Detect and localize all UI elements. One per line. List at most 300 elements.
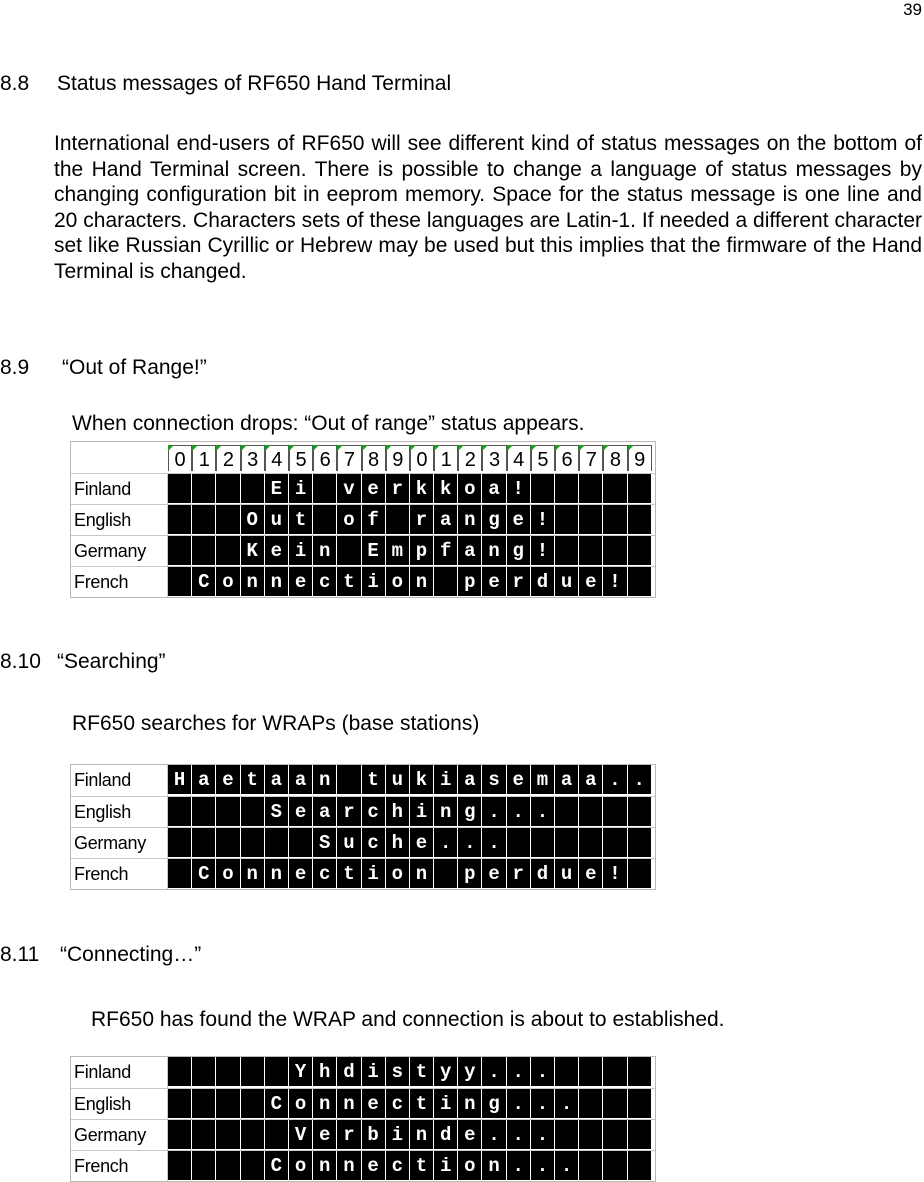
char-cell: v [337,474,361,503]
char-cell: H [168,765,192,794]
section-number: 8.9 [0,356,30,379]
char-cell: a [458,536,482,565]
column-index: 1 [192,445,216,471]
char-cell [192,1057,216,1086]
language-label: Finland [71,1057,168,1088]
char-cell: d [337,1057,361,1086]
char-cell: g [507,536,531,565]
char-cell: o [289,1089,313,1118]
char-cell [603,828,627,857]
char-cell: e [289,859,313,888]
char-cell: ! [531,536,555,565]
char-cell [168,1089,192,1118]
char-cell: r [410,505,434,534]
char-cell [216,1120,240,1149]
char-cell: h [386,828,410,857]
char-cell: n [410,567,434,596]
char-cell: t [337,567,361,596]
char-cell [628,1089,652,1118]
language-label: Germany [71,828,168,858]
char-cell: e [289,797,313,826]
char-cell: e [410,828,434,857]
char-cell: ! [603,567,627,596]
char-cell: C [265,1151,289,1180]
char-cell: e [265,536,289,565]
char-cell: . [507,1089,531,1118]
char-cell: t [289,505,313,534]
char-cell [168,1057,192,1086]
char-cell: n [482,536,506,565]
char-cell: n [265,859,289,888]
char-cell [579,1151,603,1180]
char-cell: . [603,765,627,794]
char-cell: a [192,765,216,794]
char-cell [628,536,652,565]
char-cell: n [313,1089,337,1118]
char-cell: d [531,859,555,888]
char-cell [192,828,216,857]
char-cell [313,474,337,503]
status-message [168,1151,652,1181]
connecting-table [70,1056,656,1182]
char-cell: y [434,1057,458,1086]
char-cell [192,474,216,503]
char-cell: e [579,859,603,888]
char-cell: e [362,1089,386,1118]
char-cell [603,505,627,534]
char-cell [628,1151,652,1180]
status-message [168,859,652,889]
char-cell [192,536,216,565]
char-cell: S [313,828,337,857]
language-label: French [71,567,168,597]
char-cell: e [362,474,386,503]
status-message [168,474,652,504]
status-message [168,797,652,827]
char-cell: i [289,536,313,565]
char-cell [555,1120,579,1149]
char-cell: k [434,474,458,503]
char-cell [241,474,265,503]
char-cell: g [458,797,482,826]
status-message [168,567,652,597]
char-cell: . [531,1120,555,1149]
column-index: 5 [289,445,313,471]
char-cell: n [337,1151,361,1180]
language-row [71,566,655,597]
char-cell: p [410,536,434,565]
char-cell [289,828,313,857]
char-cell [628,1120,652,1149]
column-index: 8 [362,445,386,471]
char-cell [216,474,240,503]
char-cell: Y [289,1057,313,1086]
section-title: “Connecting…” [60,943,202,966]
char-cell [241,1120,265,1149]
section-8-10-heading [0,650,166,674]
char-cell [555,505,579,534]
language-row [71,473,655,504]
char-cell [579,797,603,826]
char-cell: u [555,859,579,888]
char-cell [216,505,240,534]
char-cell [265,1057,289,1086]
char-cell [168,505,192,534]
language-row [71,765,655,796]
language-row [71,827,655,858]
char-cell: t [410,1057,434,1086]
char-cell: E [362,536,386,565]
char-cell: o [458,1151,482,1180]
char-cell: u [386,765,410,794]
char-cell: n [313,765,337,794]
column-index: 3 [482,445,506,471]
char-cell: . [531,1089,555,1118]
char-cell: i [362,567,386,596]
char-cell [579,474,603,503]
char-cell: . [531,1151,555,1180]
char-cell: u [337,828,361,857]
char-cell: n [458,1089,482,1118]
char-cell: S [265,797,289,826]
char-cell: n [337,1089,361,1118]
char-cell: m [531,765,555,794]
char-cell: y [458,1057,482,1086]
column-index: 8 [603,445,627,471]
char-cell: h [313,1057,337,1086]
char-cell: c [386,1089,410,1118]
char-cell [216,828,240,857]
char-cell: c [362,828,386,857]
char-cell: . [507,1151,531,1180]
section-8-9-description: When connection drops: “Out of range” status appears. [72,412,585,435]
char-cell: r [507,567,531,596]
char-cell [386,505,410,534]
out-of-range-table [70,441,656,598]
language-label: French [71,859,168,889]
char-cell [603,536,627,565]
char-cell [192,505,216,534]
char-cell [603,1120,627,1149]
char-cell: e [579,567,603,596]
char-cell [241,1151,265,1180]
char-cell: . [531,797,555,826]
language-label: Finland [71,765,168,796]
char-cell: p [458,567,482,596]
char-cell: f [362,505,386,534]
char-cell: . [555,1151,579,1180]
char-cell [216,1089,240,1118]
language-row [71,1057,655,1088]
char-cell: i [434,1151,458,1180]
char-cell [555,474,579,503]
char-cell: a [434,505,458,534]
section-number: 8.10 [0,650,41,673]
char-cell [628,828,652,857]
char-cell: . [507,797,531,826]
char-cell [168,859,192,888]
char-cell: . [458,828,482,857]
char-cell: c [313,859,337,888]
char-cell [531,828,555,857]
char-cell [216,536,240,565]
column-index: 7 [337,445,361,471]
char-cell: n [313,536,337,565]
char-cell: a [458,765,482,794]
char-cell: i [410,797,434,826]
char-cell: d [434,1120,458,1149]
status-message [168,765,652,796]
char-cell: i [362,859,386,888]
char-cell: C [192,567,216,596]
char-cell: i [386,1120,410,1149]
char-cell: u [265,505,289,534]
language-row [71,504,655,535]
char-cell: n [458,505,482,534]
char-cell: m [386,536,410,565]
language-row [71,1119,655,1150]
char-cell: a [482,474,506,503]
char-cell [265,828,289,857]
char-cell: i [362,1057,386,1086]
language-row [71,796,655,827]
char-cell: s [386,1057,410,1086]
char-cell [628,505,652,534]
char-cell: b [362,1120,386,1149]
language-label: Germany [71,536,168,566]
column-index: 9 [628,445,652,471]
char-cell [507,828,531,857]
section-title: Status messages of RF650 Hand Terminal [57,72,452,95]
column-index: 2 [458,445,482,471]
column-index: 7 [579,445,603,471]
char-cell: o [386,859,410,888]
column-index: 6 [313,445,337,471]
char-cell: p [458,859,482,888]
char-cell [216,1151,240,1180]
char-cell: . [531,1057,555,1086]
char-cell: O [241,505,265,534]
char-cell [337,765,361,794]
char-cell: ! [531,505,555,534]
column-index: 4 [265,445,289,471]
char-cell [192,1089,216,1118]
char-cell: . [507,1120,531,1149]
char-cell [168,797,192,826]
char-cell: f [434,536,458,565]
char-cell [579,828,603,857]
char-cell [555,1057,579,1086]
char-cell: n [434,797,458,826]
status-message [168,1057,652,1088]
char-cell: o [458,474,482,503]
char-cell: n [482,1151,506,1180]
char-cell: h [386,797,410,826]
char-cell: a [579,765,603,794]
char-cell [168,474,192,503]
char-cell: r [337,1120,361,1149]
char-cell: t [337,859,361,888]
char-cell: a [555,765,579,794]
char-cell: . [507,1057,531,1086]
char-cell: . [628,765,652,794]
char-cell [337,536,361,565]
char-cell: n [410,859,434,888]
char-cell: o [337,505,361,534]
char-cell: t [410,1089,434,1118]
header-cells [168,442,652,473]
char-cell [579,1057,603,1086]
char-cell [555,828,579,857]
status-message [168,828,652,858]
header-spacer [71,442,168,473]
char-cell: n [410,1120,434,1149]
char-cell: E [265,474,289,503]
char-cell [434,859,458,888]
column-index: 9 [386,445,410,471]
column-index: 5 [531,445,555,471]
char-cell [603,797,627,826]
char-cell: . [482,828,506,857]
char-cell: a [265,765,289,794]
column-index: 6 [555,445,579,471]
char-cell [555,797,579,826]
column-index: 1 [434,445,458,471]
char-cell: d [531,567,555,596]
char-cell [628,567,652,596]
language-row [71,858,655,889]
char-cell: ! [507,474,531,503]
language-label: English [71,1089,168,1119]
char-cell: o [216,567,240,596]
column-index: 2 [216,445,240,471]
language-label: Finland [71,474,168,504]
char-cell: e [482,567,506,596]
language-row [71,1088,655,1119]
char-cell: r [386,474,410,503]
status-message [168,1089,652,1119]
char-cell: e [507,765,531,794]
char-cell: C [265,1089,289,1118]
char-cell [168,828,192,857]
char-cell [628,797,652,826]
column-index: 0 [168,445,192,471]
char-cell [313,505,337,534]
char-cell: n [265,567,289,596]
char-cell: V [289,1120,313,1149]
column-index: 0 [410,445,434,471]
searching-table [70,764,656,890]
section-8-9-heading [0,356,207,380]
char-cell: a [313,797,337,826]
char-cell: t [410,1151,434,1180]
char-cell: i [434,765,458,794]
char-cell: t [362,765,386,794]
page-number: 39 [903,0,922,19]
char-cell: o [289,1151,313,1180]
char-cell [216,1057,240,1086]
char-cell: s [482,765,506,794]
char-cell [265,1120,289,1149]
char-cell: e [313,1120,337,1149]
section-number: 8.8 [0,72,30,95]
char-cell [579,1120,603,1149]
char-cell: k [410,765,434,794]
char-cell [603,1057,627,1086]
char-cell: . [482,797,506,826]
language-label: French [71,1151,168,1181]
char-cell [168,1151,192,1180]
char-cell: C [192,859,216,888]
char-cell [531,474,555,503]
char-cell: r [337,797,361,826]
char-cell: . [482,1057,506,1086]
char-cell: t [241,765,265,794]
char-cell [168,1120,192,1149]
char-cell: r [507,859,531,888]
char-cell: i [434,1089,458,1118]
char-cell: . [434,828,458,857]
language-row [71,535,655,566]
char-cell: ! [603,859,627,888]
char-cell [579,1089,603,1118]
char-cell [192,1151,216,1180]
char-cell [579,536,603,565]
section-8-11-heading [0,943,201,967]
char-cell: o [216,859,240,888]
section-8-8-heading [0,72,451,96]
char-cell: e [507,505,531,534]
char-cell: K [241,536,265,565]
char-cell: u [555,567,579,596]
char-cell: n [241,859,265,888]
char-cell: c [362,797,386,826]
char-cell [168,536,192,565]
char-cell: . [482,1120,506,1149]
char-cell [241,797,265,826]
char-cell [603,1089,627,1118]
char-cell: . [555,1089,579,1118]
char-cell [241,1057,265,1086]
column-index: 3 [241,445,265,471]
section-title: “Out of Range!” [62,356,207,379]
status-message [168,1120,652,1150]
char-cell: n [313,1151,337,1180]
char-cell: e [362,1151,386,1180]
char-cell [192,1120,216,1149]
char-cell [241,828,265,857]
char-cell: g [482,1089,506,1118]
char-cell [192,797,216,826]
section-number: 8.11 [0,943,40,966]
char-cell [434,567,458,596]
char-cell [555,536,579,565]
char-cell [241,1089,265,1118]
status-message [168,505,652,535]
char-cell: a [289,765,313,794]
column-header-row [71,442,655,473]
language-label: English [71,797,168,827]
char-cell: c [386,1151,410,1180]
language-label: Germany [71,1120,168,1150]
char-cell [628,1057,652,1086]
char-cell: e [458,1120,482,1149]
section-8-11-description: RF650 has found the WRAP and connection is about to established. [91,1008,725,1031]
language-label: English [71,505,168,535]
section-8-8-paragraph: International end-users of RF650 will see different kind of status messages on the bottom of the Hand Terminal screen. There is possible to change a language of status messages by changing configuration bit in eeprom memory. Space for the status message is one line and 20 characters. Characters sets of these languages are Latin-1. If needed a different character set like Russian Cyrillic or Hebrew may be used but this implies that the firmware of the Hand Terminal is changed. [54,132,922,283]
char-cell: e [482,859,506,888]
section-title: “Searching” [57,650,166,673]
